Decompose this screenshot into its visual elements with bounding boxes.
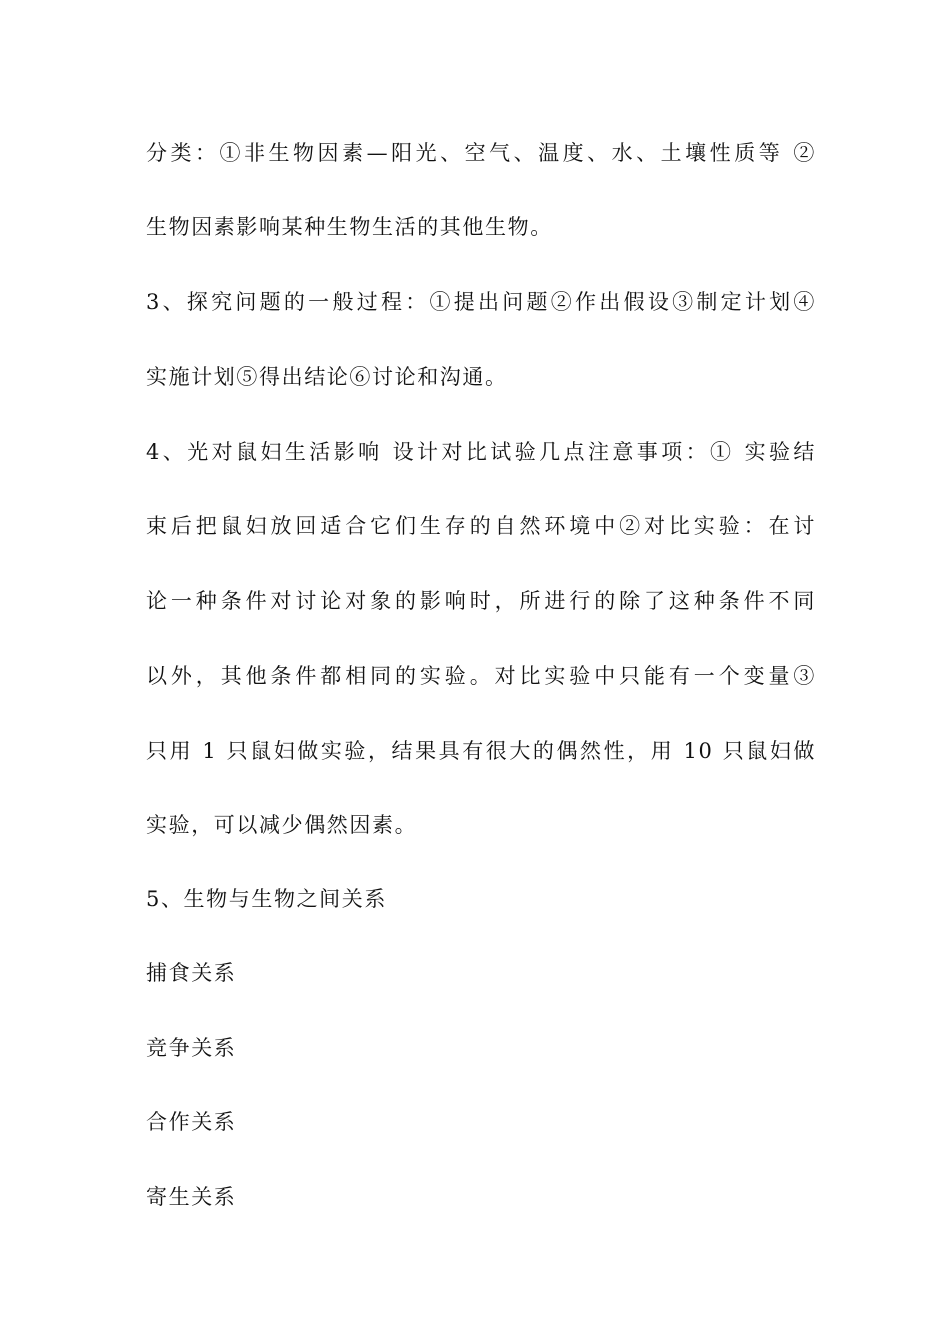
text-line-sample-size: 只用 1 只鼠妇做实验，结果具有很大的偶然性，用 10 只鼠妇做: [146, 739, 816, 763]
text-line-experiment-notes: 4、光对鼠妇生活影响 设计对比试验几点注意事项：① 实验结: [146, 440, 816, 464]
text-line-reduce-chance: 实验，可以减少偶然因素。: [146, 813, 418, 837]
section-heading-relations: 5、生物与生物之间关系: [146, 887, 387, 911]
list-item-predation: 捕食关系: [146, 961, 237, 985]
text-line-inquiry-process: 3、探究问题的一般过程：①提出问题②作出假设③制定计划④: [146, 290, 816, 314]
list-item-cooperation: 合作关系: [146, 1110, 237, 1134]
text-line-classification: 分类：①非生物因素—阳光、空气、温度、水、土壤性质等 ②: [146, 141, 816, 165]
text-line-experiment-release: 束后把鼠妇放回适合它们生存的自然环境中②对比实验：在讨: [146, 514, 816, 538]
text-line-biotic-factors: 生物因素影响某种生物生活的其他生物。: [146, 215, 553, 239]
text-line-single-variable: 以外，其他条件都相同的实验。对比实验中只能有一个变量③: [146, 664, 816, 688]
text-line-inquiry-steps: 实施计划⑤得出结论⑥讨论和沟通。: [146, 365, 508, 389]
list-item-parasitism: 寄生关系: [146, 1185, 237, 1209]
text-line-control-experiment: 论一种条件对讨论对象的影响时，所进行的除了这种条件不同: [146, 589, 816, 613]
list-item-competition: 竞争关系: [146, 1036, 237, 1060]
